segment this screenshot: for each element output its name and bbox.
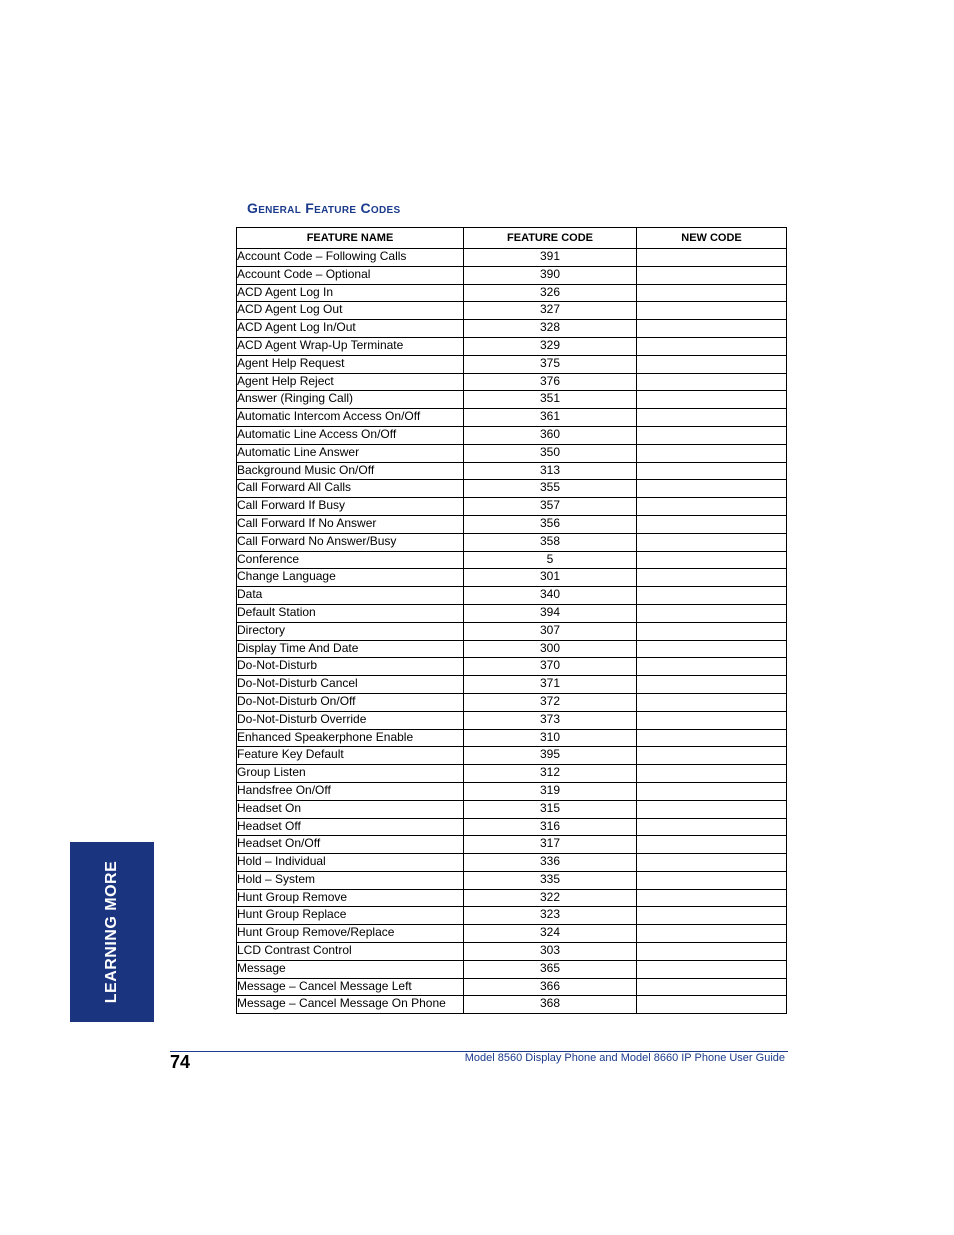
table-row: [237, 498, 787, 516]
table-row: [237, 782, 787, 800]
feature-code-cell: 370: [464, 658, 637, 676]
feature-code-cell: 316: [464, 818, 637, 836]
table-row: [237, 996, 787, 1014]
feature-code-cell: 312: [464, 765, 637, 783]
table-row: [237, 462, 787, 480]
table-row: [237, 978, 787, 996]
feature-code-cell: 351: [464, 391, 637, 409]
feature-name-cell: Call Forward All Calls: [237, 480, 464, 498]
table-row: [237, 320, 787, 338]
table-row: [237, 426, 787, 444]
feature-name-cell: Do-Not-Disturb On/Off: [237, 693, 464, 711]
table-row: [237, 622, 787, 640]
feature-code-cell: 324: [464, 925, 637, 943]
feature-name-cell: Call Forward If No Answer: [237, 515, 464, 533]
feature-name-cell: Message – Cancel Message On Phone: [237, 996, 464, 1014]
feature-name-cell: Account Code – Following Calls: [237, 249, 464, 267]
feature-code-cell: 368: [464, 996, 637, 1014]
table-row: [237, 729, 787, 747]
new-code-cell: [637, 676, 787, 694]
feature-code-cell: 303: [464, 943, 637, 961]
feature-name-cell: Feature Key Default: [237, 747, 464, 765]
feature-name-cell: Directory: [237, 622, 464, 640]
feature-name-cell: Call Forward If Busy: [237, 498, 464, 516]
feature-code-cell: 394: [464, 604, 637, 622]
feature-name-cell: Automatic Line Answer: [237, 444, 464, 462]
feature-name-cell: Handsfree On/Off: [237, 782, 464, 800]
new-code-cell: [637, 266, 787, 284]
feature-name-cell: LCD Contrast Control: [237, 943, 464, 961]
header-new-code: NEW CODE: [637, 228, 787, 249]
new-code-cell: [637, 462, 787, 480]
table-row: [237, 373, 787, 391]
table-row: [237, 551, 787, 569]
feature-code-cell: 322: [464, 889, 637, 907]
feature-name-cell: Message – Cancel Message Left: [237, 978, 464, 996]
new-code-cell: [637, 622, 787, 640]
feature-name-cell: Display Time And Date: [237, 640, 464, 658]
new-code-cell: [637, 337, 787, 355]
feature-code-cell: 366: [464, 978, 637, 996]
feature-code-cell: 323: [464, 907, 637, 925]
feature-code-cell: 365: [464, 960, 637, 978]
feature-name-cell: Change Language: [237, 569, 464, 587]
feature-name-cell: Headset On: [237, 800, 464, 818]
new-code-cell: [637, 391, 787, 409]
new-code-cell: [637, 426, 787, 444]
table-row: [237, 960, 787, 978]
feature-name-cell: ACD Agent Wrap-Up Terminate: [237, 337, 464, 355]
new-code-cell: [637, 818, 787, 836]
new-code-cell: [637, 729, 787, 747]
feature-name-cell: ACD Agent Log In: [237, 284, 464, 302]
feature-name-cell: Do-Not-Disturb Cancel: [237, 676, 464, 694]
table-row: [237, 640, 787, 658]
feature-code-cell: 376: [464, 373, 637, 391]
new-code-cell: [637, 498, 787, 516]
table-row: [237, 711, 787, 729]
feature-name-cell: Automatic Intercom Access On/Off: [237, 409, 464, 427]
feature-code-cell: 361: [464, 409, 637, 427]
feature-name-cell: Automatic Line Access On/Off: [237, 426, 464, 444]
table-row: [237, 587, 787, 605]
new-code-cell: [637, 889, 787, 907]
new-code-cell: [637, 658, 787, 676]
feature-name-cell: Enhanced Speakerphone Enable: [237, 729, 464, 747]
new-code-cell: [637, 409, 787, 427]
feature-code-cell: 371: [464, 676, 637, 694]
feature-code-cell: 319: [464, 782, 637, 800]
feature-name-cell: Message: [237, 960, 464, 978]
table-row: [237, 765, 787, 783]
feature-name-cell: Call Forward No Answer/Busy: [237, 533, 464, 551]
table-header-row: [237, 228, 787, 249]
table-row: [237, 854, 787, 872]
new-code-cell: [637, 302, 787, 320]
feature-name-cell: Agent Help Request: [237, 355, 464, 373]
table-row: [237, 693, 787, 711]
new-code-cell: [637, 978, 787, 996]
table-row: [237, 391, 787, 409]
table-row: [237, 818, 787, 836]
feature-name-cell: Hold – System: [237, 871, 464, 889]
feature-code-cell: 336: [464, 854, 637, 872]
feature-code-cell: 327: [464, 302, 637, 320]
section-title: General Feature Codes: [247, 200, 401, 216]
feature-name-cell: Default Station: [237, 604, 464, 622]
feature-name-cell: Account Code – Optional: [237, 266, 464, 284]
footer-text: Model 8560 Display Phone and Model 8660 IP Phone User Guide: [464, 1052, 785, 1064]
feature-name-cell: Hunt Group Replace: [237, 907, 464, 925]
header-feature-code: FEATURE CODE: [464, 228, 637, 249]
new-code-cell: [637, 871, 787, 889]
feature-code-cell: 328: [464, 320, 637, 338]
feature-name-cell: Answer (Ringing Call): [237, 391, 464, 409]
feature-code-cell: 373: [464, 711, 637, 729]
feature-code-cell: 301: [464, 569, 637, 587]
feature-code-cell: 307: [464, 622, 637, 640]
side-tab-label: LEARNING MORE: [103, 860, 120, 1004]
table-row: [237, 800, 787, 818]
table-row: [237, 871, 787, 889]
table-row: [237, 444, 787, 462]
feature-name-cell: Hunt Group Remove/Replace: [237, 925, 464, 943]
table-row: [237, 337, 787, 355]
new-code-cell: [637, 800, 787, 818]
feature-name-cell: Hunt Group Remove: [237, 889, 464, 907]
feature-code-cell: 340: [464, 587, 637, 605]
new-code-cell: [637, 587, 787, 605]
feature-name-cell: Do-Not-Disturb Override: [237, 711, 464, 729]
new-code-cell: [637, 640, 787, 658]
table-row: [237, 569, 787, 587]
table-row: [237, 604, 787, 622]
table-row: [237, 284, 787, 302]
new-code-cell: [637, 907, 787, 925]
new-code-cell: [637, 925, 787, 943]
feature-codes-table: [236, 227, 787, 1014]
table-row: [237, 355, 787, 373]
new-code-cell: [637, 480, 787, 498]
table-row: [237, 658, 787, 676]
feature-code-cell: 390: [464, 266, 637, 284]
feature-code-cell: 310: [464, 729, 637, 747]
feature-code-cell: 5: [464, 551, 637, 569]
feature-code-cell: 355: [464, 480, 637, 498]
feature-name-cell: Do-Not-Disturb: [237, 658, 464, 676]
new-code-cell: [637, 355, 787, 373]
table-row: [237, 266, 787, 284]
table-row: [237, 533, 787, 551]
feature-code-cell: 358: [464, 533, 637, 551]
feature-code-cell: 300: [464, 640, 637, 658]
new-code-cell: [637, 249, 787, 267]
new-code-cell: [637, 320, 787, 338]
feature-code-cell: 395: [464, 747, 637, 765]
feature-code-cell: 350: [464, 444, 637, 462]
feature-name-cell: Group Listen: [237, 765, 464, 783]
new-code-cell: [637, 551, 787, 569]
feature-code-cell: 360: [464, 426, 637, 444]
new-code-cell: [637, 604, 787, 622]
feature-code-cell: 357: [464, 498, 637, 516]
feature-name-cell: Data: [237, 587, 464, 605]
new-code-cell: [637, 569, 787, 587]
new-code-cell: [637, 960, 787, 978]
table-row: [237, 907, 787, 925]
new-code-cell: [637, 943, 787, 961]
table-row: [237, 925, 787, 943]
header-feature-name: FEATURE NAME: [237, 228, 464, 249]
table-row: [237, 889, 787, 907]
new-code-cell: [637, 533, 787, 551]
new-code-cell: [637, 765, 787, 783]
new-code-cell: [637, 747, 787, 765]
feature-name-cell: Agent Help Reject: [237, 373, 464, 391]
feature-code-cell: 375: [464, 355, 637, 373]
feature-code-cell: 313: [464, 462, 637, 480]
feature-name-cell: Conference: [237, 551, 464, 569]
feature-name-cell: Hold – Individual: [237, 854, 464, 872]
new-code-cell: [637, 515, 787, 533]
new-code-cell: [637, 782, 787, 800]
new-code-cell: [637, 836, 787, 854]
feature-code-cell: 326: [464, 284, 637, 302]
table-row: [237, 480, 787, 498]
new-code-cell: [637, 444, 787, 462]
feature-code-cell: 356: [464, 515, 637, 533]
new-code-cell: [637, 996, 787, 1014]
table-row: [237, 249, 787, 267]
feature-code-cell: 329: [464, 337, 637, 355]
side-tab: [70, 842, 154, 1022]
new-code-cell: [637, 854, 787, 872]
new-code-cell: [637, 284, 787, 302]
feature-code-cell: 315: [464, 800, 637, 818]
feature-code-cell: 391: [464, 249, 637, 267]
table-row: [237, 747, 787, 765]
table-row: [237, 409, 787, 427]
table-row: [237, 943, 787, 961]
feature-name-cell: Background Music On/Off: [237, 462, 464, 480]
feature-name-cell: Headset Off: [237, 818, 464, 836]
new-code-cell: [637, 711, 787, 729]
feature-code-cell: 335: [464, 871, 637, 889]
feature-name-cell: Headset On/Off: [237, 836, 464, 854]
new-code-cell: [637, 373, 787, 391]
feature-name-cell: ACD Agent Log In/Out: [237, 320, 464, 338]
feature-code-cell: 372: [464, 693, 637, 711]
feature-name-cell: ACD Agent Log Out: [237, 302, 464, 320]
table-body: [237, 249, 787, 1014]
table-row: [237, 302, 787, 320]
feature-code-cell: 317: [464, 836, 637, 854]
page-number: 74: [170, 1052, 191, 1072]
table-row: [237, 515, 787, 533]
new-code-cell: [637, 693, 787, 711]
table-row: [237, 676, 787, 694]
table-row: [237, 836, 787, 854]
